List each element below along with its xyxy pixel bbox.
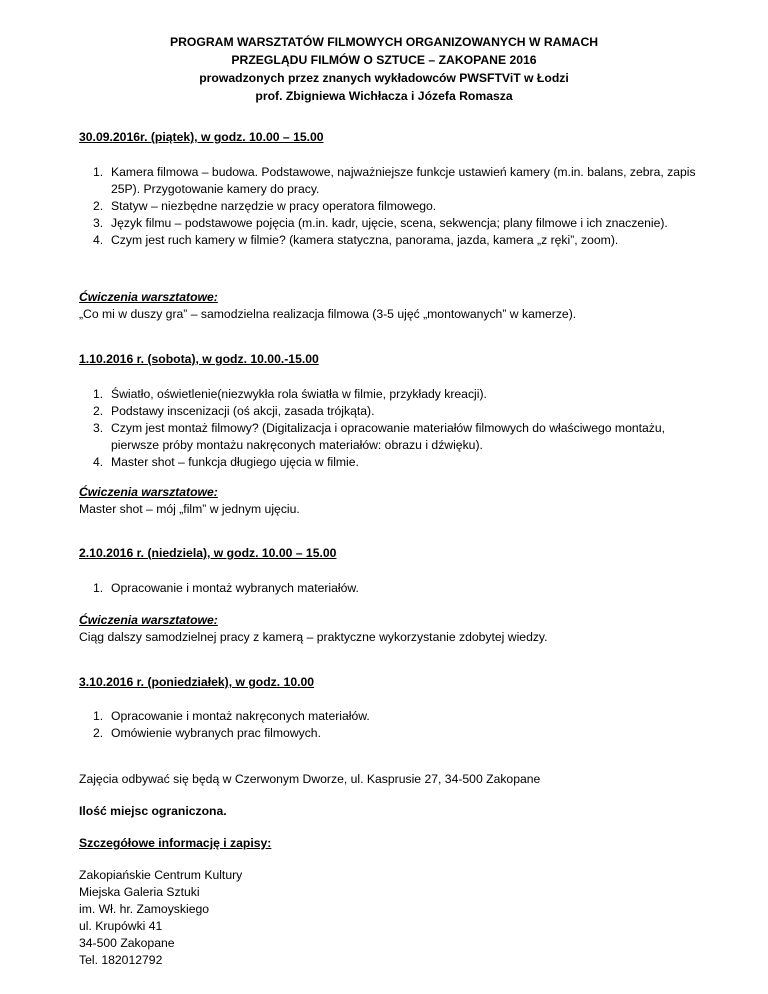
list-item: 3. Język filmu – podstawowe pojęcia (m.in. kadr, ujęcie, scena, sekwencja; plany filmowe i ich znaczenie). <box>93 216 668 230</box>
day-2-heading: 1.10.2016 r. (sobota), w godz. 10.00.-15.00 <box>79 352 319 366</box>
address-line-4: ul. Krupówki 41 <box>79 919 163 933</box>
address-line-3: im. Wł. hr. Zamoyskiego <box>79 902 210 916</box>
address-line-1: Zakopiańskie Centrum Kultury <box>79 868 243 882</box>
venue-text: Zajęcia odbywać się będą w Czerwonym Dworze, ul. Kasprusie 27, 34-500 Zakopane <box>79 772 541 786</box>
day-3-list <box>79 580 699 597</box>
day-4-list <box>79 708 699 742</box>
title-line-1: PROGRAM WARSZTATÓW FILMOWYCH ORGANIZOWANYCH W RAMACH <box>169 35 599 49</box>
list-item: 3. Czym jest montaż filmowy? (Digitalizacja i opracowanie materiałów filmowych do właściwego montażu, pierwsze próby montażu nakręconych materiałów: obrazu i dźwięku). <box>93 421 666 452</box>
contact-address <box>79 867 242 969</box>
day-3-exercise-text: Ciąg dalszy samodzielnej pracy z kamerą – praktyczne wykorzystanie zdobytej wiedzy. <box>79 630 548 644</box>
list-item: 4. Czym jest ruch kamery w filmie? (kamera statyczna, panorama, jazda, kamera „z ręki”, zoom). <box>93 233 619 247</box>
title-line-4: prof. Zbigniewa Wichłacza i Józefa Romasza <box>255 89 513 103</box>
day-4-heading: 3.10.2016 r. (poniedziałek), w godz. 10.00 <box>79 675 315 689</box>
title-line-3: prowadzonych przez znanych wykładowców PWSFTViT w Łodzi <box>199 71 569 85</box>
day-2-exercise-label: Ćwiczenia warsztatowe: <box>79 485 218 499</box>
limited-seats-text: Ilość miejsc ograniczona. <box>79 804 227 818</box>
day-1-exercise-text: „Co mi w duszy gra” – samodzielna realizacja filmowa (3-5 ujęć „montowanych” w kamerze). <box>79 307 577 321</box>
day-2-exercise-text: Master shot – mój „film” w jednym ujęciu. <box>79 502 300 516</box>
day-1-heading: 30.09.2016r. (piątek), w godz. 10.00 – 15.00 <box>79 130 324 144</box>
list-item: 1. Kamera filmowa – budowa. Podstawowe, najważniejsze funkcje ustawień kamery (m.in. balans, zebra, zapis 25P). Przygotowanie kamery do pracy. <box>93 165 696 196</box>
list-item: 2. Podstawy inscenizacji (oś akcji, zasada trójkąta). <box>93 404 375 418</box>
day-1-exercise-label: Ćwiczenia warsztatowe: <box>79 290 218 304</box>
address-phone: Tel. 182012792 <box>79 953 163 967</box>
list-item: 1. Opracowanie i montaż nakręconych materiałów. <box>93 709 370 723</box>
info-heading: Szczegółowe informację i zapisy: <box>79 836 272 850</box>
list-item: 4. Master shot – funkcja długiego ujęcia w filmie. <box>93 455 359 469</box>
address-line-2: Miejska Galeria Sztuki <box>79 885 200 899</box>
list-item: 2. Statyw – niezbędne narzędzie w pracy operatora filmowego. <box>93 199 437 213</box>
document-title <box>0 33 768 105</box>
list-item: 1. Opracowanie i montaż wybranych materiałów. <box>93 581 359 595</box>
list-item: 2. Omówienie wybranych prac filmowych. <box>93 726 321 740</box>
address-line-5: 34-500 Zakopane <box>79 936 175 950</box>
day-1-list <box>79 164 699 249</box>
day-3-heading: 2.10.2016 r. (niedziela), w godz. 10.00 – 15.00 <box>79 546 337 560</box>
day-3-exercise-label: Ćwiczenia warsztatowe: <box>79 613 218 627</box>
title-line-2: PRZEGLĄDU FILMÓW O SZTUCE – ZAKOPANE 2016 <box>231 53 537 67</box>
list-item: 1. Światło, oświetlenie(niezwykła rola światła w filmie, przykłady kreacji). <box>93 387 487 401</box>
day-2-list <box>79 386 699 471</box>
